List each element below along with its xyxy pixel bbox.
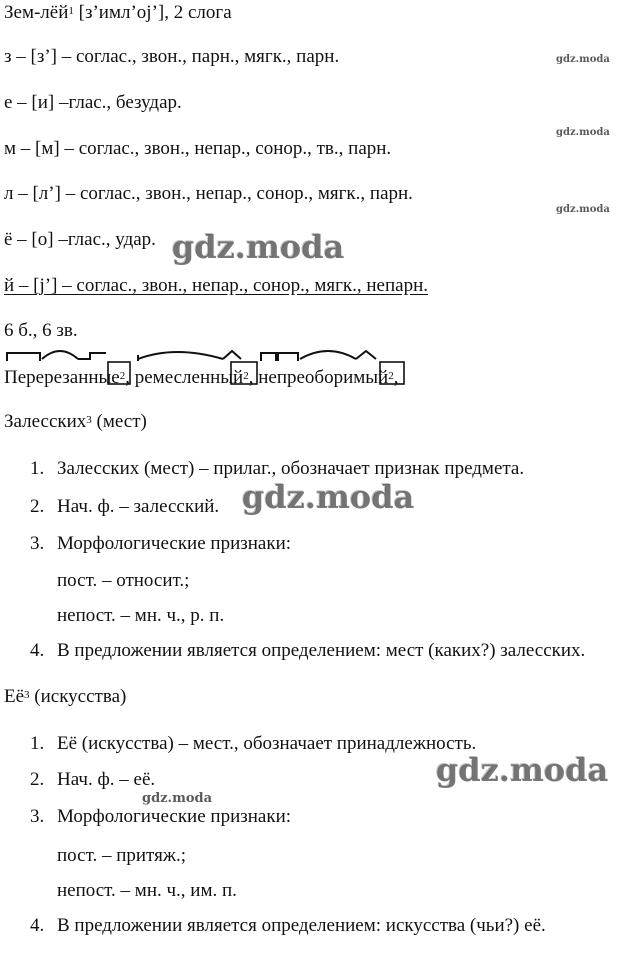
phonetic-header-word: Зем-лёй: [4, 2, 69, 23]
analysis2-item-4: [0, 915, 644, 937]
list-number: 2.: [30, 496, 45, 517]
analysis1-title-sup: 3: [86, 414, 92, 426]
morph-word-sup: 2: [119, 370, 126, 382]
watermark-small: gdz.moda: [556, 127, 610, 138]
list-text: В предложении является определением: искусства (чьи?) её.: [57, 915, 546, 936]
watermark-big: gdz.moda: [436, 751, 609, 789]
phonetic-row: ё – [о] –глас., удар.: [4, 229, 156, 250]
analysis2-sub-var: непост. – мн. ч., им. п.: [57, 880, 237, 901]
list-text: Нач. ф. – залесский.: [57, 496, 220, 517]
morpheme-marks-1: [4, 349, 144, 389]
list-text: В предложении является определением: мест (каких?) залесских.: [57, 640, 586, 661]
morph-word-1: [4, 367, 125, 389]
morph-sep: ,: [125, 367, 135, 388]
morpheme-marks-2: [135, 349, 265, 389]
analysis1-item-3: [0, 533, 644, 555]
phonetic-row: л – [л’] – соглас., звон., непар., сонор., мягк., парн.: [4, 183, 413, 204]
list-number: 3.: [30, 533, 45, 554]
morph-sep: ,: [393, 367, 399, 388]
list-text: Нач. ф. – её.: [57, 769, 156, 790]
watermark-big: gdz.moda: [242, 478, 415, 516]
analysis1-item-1: [0, 458, 644, 480]
analysis1-title: [4, 411, 147, 433]
analysis1-item-4: [0, 640, 644, 662]
morph-word-2: [135, 367, 249, 389]
list-number: 4.: [30, 915, 45, 936]
morphemic-line: [4, 367, 398, 389]
analysis2-title-rest: (искусства): [29, 686, 127, 707]
morph-word-sup: 2: [243, 370, 249, 382]
analysis2-sub-const: пост. – притяж.;: [57, 845, 186, 866]
morph-word-text: Перерезанные: [4, 367, 120, 388]
list-number: 3.: [30, 806, 45, 827]
analysis1-title-word: Залесских: [4, 411, 87, 432]
watermark-small: gdz.moda: [142, 791, 213, 806]
analysis1-sub-const: пост. – относит.;: [57, 570, 190, 591]
list-number: 4.: [30, 640, 45, 661]
list-text: Залесских (мест) – прилаг., обозначает признак предмета.: [57, 458, 525, 479]
phonetic-header: [4, 2, 232, 24]
phonetic-header-sup: 1: [68, 5, 74, 17]
list-number: 1.: [30, 733, 45, 754]
phonetic-row: е – [и] –глас., безудар.: [4, 92, 182, 113]
phonetic-row: м – [м] – соглас., звон., непар., сонор., тв., парн.: [4, 138, 392, 159]
analysis2-title: [4, 686, 126, 708]
phonetic-summary: 6 б., 6 зв.: [4, 320, 78, 341]
analysis1-sub-var: непост. – мн. ч., р. п.: [57, 605, 225, 626]
morph-word-text: непреоборимый: [258, 367, 389, 388]
phonetic-row: з – [з’] – соглас., звон., парн., мягк., парн.: [4, 46, 340, 67]
watermark-big: gdz.moda: [172, 228, 345, 266]
list-text: Морфологические признаки:: [57, 533, 292, 554]
morph-word-3: [258, 367, 394, 389]
watermark-small: gdz.moda: [556, 204, 610, 215]
list-text: Её (искусства) – мест., обозначает принадлежность.: [57, 733, 477, 754]
morph-word-sup: 2: [388, 370, 394, 382]
morpheme-marks-3: [258, 349, 418, 389]
list-number: 2.: [30, 769, 45, 790]
watermark-small: gdz.moda: [556, 54, 610, 65]
list-number: 1.: [30, 458, 45, 479]
phonetic-row-last: й – [j’] – соглас., звон., непар., сонор., мягк., непарн.: [4, 275, 429, 296]
morph-sep: ,: [248, 367, 259, 388]
analysis2-title-word: Её: [4, 686, 25, 707]
phonetic-header-rest: [з’имл’oj’], 2 слога: [73, 2, 232, 23]
analysis1-title-rest: (мест): [91, 411, 147, 432]
morph-word-text: ремесленный: [134, 367, 244, 388]
list-text: Морфологические признаки:: [57, 806, 292, 827]
analysis2-item-3: [0, 806, 644, 828]
analysis2-title-sup: 3: [24, 689, 30, 701]
